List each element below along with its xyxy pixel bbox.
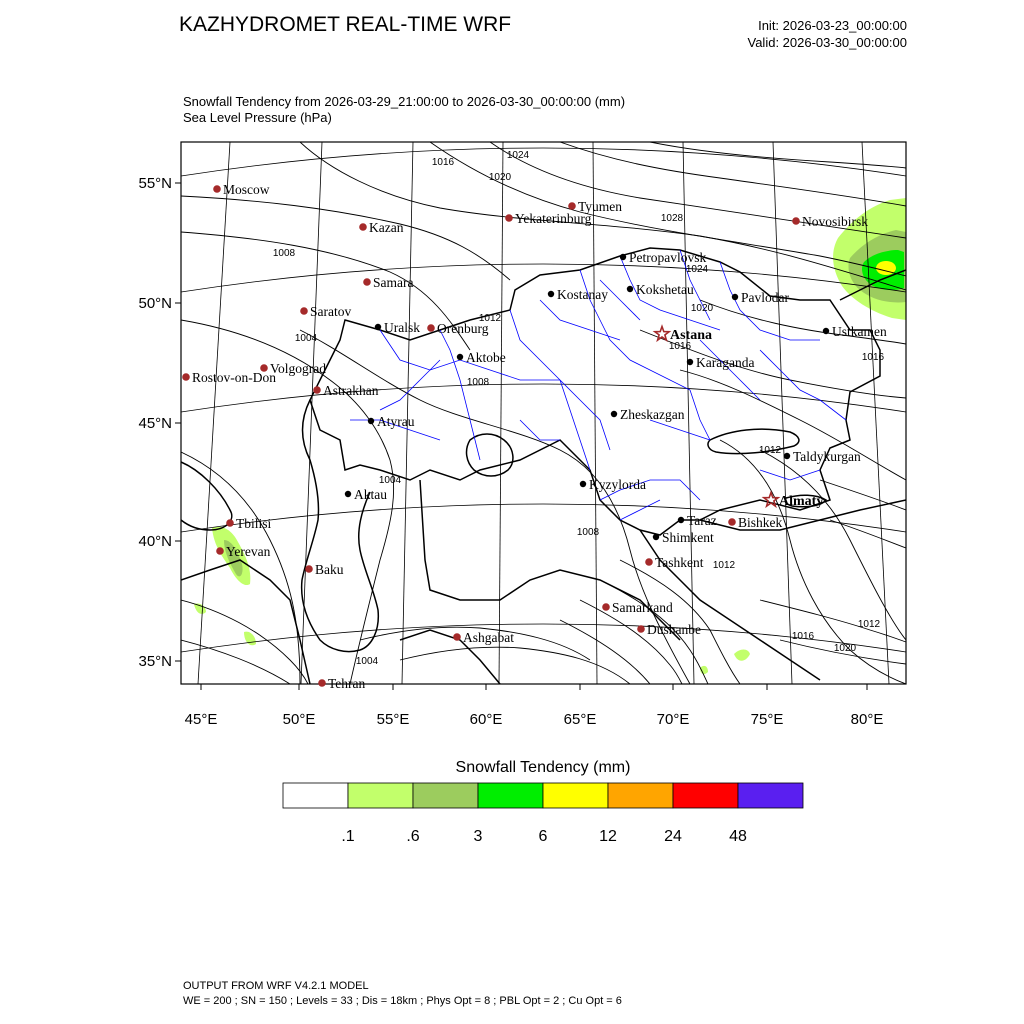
city-label: Zheskazgan bbox=[620, 407, 685, 422]
legend-color-box bbox=[348, 783, 413, 808]
city-zheskazgan bbox=[611, 407, 685, 422]
city-label: Ashgabat bbox=[463, 630, 514, 645]
city-marker-icon bbox=[645, 558, 653, 566]
city-label: Almaty bbox=[779, 494, 824, 509]
pressure-contour-label: 1012 bbox=[857, 619, 881, 630]
pressure-contour-label: 1004 bbox=[294, 333, 318, 344]
city-tashkent bbox=[645, 555, 704, 570]
lon-tick-label: 60°E bbox=[469, 711, 503, 728]
city-marker-icon bbox=[627, 286, 633, 292]
city-astrakhan bbox=[313, 383, 379, 398]
city-label: Kokshetau bbox=[636, 282, 694, 297]
lat-tick-label: 35°N bbox=[138, 653, 172, 670]
legend-title: Snowfall Tendency (mm) bbox=[455, 759, 631, 776]
city-label: Pavlodar bbox=[741, 290, 789, 305]
city-label: Novosibirsk bbox=[802, 214, 869, 229]
lon-tick-label: 65°E bbox=[563, 711, 597, 728]
city-marker-icon bbox=[359, 223, 367, 231]
pressure-contour-label: 1020 bbox=[488, 172, 512, 183]
city-label: Samara bbox=[373, 275, 414, 290]
city-marker-icon bbox=[728, 518, 736, 526]
city-astana bbox=[655, 327, 712, 344]
pressure-contour-label: 1024 bbox=[506, 150, 530, 161]
city-taraz bbox=[678, 513, 717, 528]
city-tehran bbox=[318, 676, 365, 691]
legend-threshold-label: 24 bbox=[664, 828, 682, 845]
lat-tick-label: 45°N bbox=[138, 415, 172, 432]
city-label: Petropavlovsk bbox=[629, 250, 707, 265]
lat-tick-label: 40°N bbox=[138, 533, 172, 550]
pressure-contour-label: 1008 bbox=[576, 527, 600, 538]
city-bishkek bbox=[728, 515, 782, 530]
city-baku bbox=[305, 562, 344, 577]
city-label: Kyzylorda bbox=[589, 477, 646, 492]
city-label: Bishkek bbox=[738, 515, 783, 530]
city-label: Uralsk bbox=[384, 320, 420, 335]
legend-color-box bbox=[738, 783, 803, 808]
pressure-contour-label: 1004 bbox=[355, 656, 379, 667]
city-novosibirsk bbox=[792, 214, 868, 229]
field-description-pressure: Sea Level Pressure (hPa) bbox=[183, 110, 332, 125]
city-marker-icon bbox=[313, 386, 321, 394]
city-marker-icon bbox=[300, 307, 308, 315]
legend-threshold-label: .6 bbox=[406, 828, 420, 845]
city-label: Astana bbox=[670, 328, 713, 343]
legend-color-box bbox=[413, 783, 478, 808]
city-label: Dushanbe bbox=[647, 622, 701, 637]
city-saratov bbox=[300, 304, 351, 319]
pressure-contour-label: 1016 bbox=[791, 631, 815, 642]
pressure-contour-label: 1004 bbox=[378, 475, 402, 486]
city-marker-icon bbox=[792, 217, 800, 225]
city-karaganda bbox=[687, 355, 755, 370]
country-borders bbox=[181, 248, 906, 684]
lat-tick-label: 50°N bbox=[138, 295, 172, 312]
legend-threshold-label: 3 bbox=[473, 828, 483, 845]
pressure-contour-label: 1016 bbox=[431, 157, 455, 168]
footer-config-line: WE = 200 ; SN = 150 ; Levels = 33 ; Dis = 18km ; Phys Opt = 8 ; PBL Opt = 2 ; Cu Opt = 6 bbox=[183, 995, 622, 1007]
city-label: Samarkand bbox=[612, 600, 673, 615]
city-label: Atyrau bbox=[377, 414, 415, 429]
city-rostov-on-don bbox=[182, 370, 276, 385]
city-marker-icon bbox=[213, 185, 221, 193]
city-label: Aktobe bbox=[466, 350, 506, 365]
city-marker-icon bbox=[226, 519, 234, 527]
legend-threshold-label: 48 bbox=[729, 828, 747, 845]
city-label: Rostov-on-Don bbox=[192, 370, 276, 385]
city-samarkand bbox=[602, 600, 673, 615]
lon-tick-label: 45°E bbox=[184, 711, 218, 728]
city-label: Tehran bbox=[328, 676, 366, 691]
pressure-contour-label: 1012 bbox=[478, 313, 502, 324]
snow-patch-west-small bbox=[194, 603, 206, 613]
city-marker-icon bbox=[505, 214, 513, 222]
city-samara bbox=[363, 275, 413, 290]
legend-threshold-label: 6 bbox=[538, 828, 548, 845]
pressure-contour-label: 1012 bbox=[712, 560, 736, 571]
city-ashgabat bbox=[453, 630, 514, 645]
city-almaty bbox=[764, 493, 823, 510]
field-description-snowfall: Snowfall Tendency from 2026-03-29_21:00:00 to 2026-03-30_00:00:00 (mm) bbox=[183, 94, 626, 109]
city-marker-icon bbox=[457, 354, 463, 360]
balkhash-coast bbox=[708, 429, 799, 453]
city-marker-icon bbox=[732, 294, 738, 300]
lon-tick-label: 50°E bbox=[282, 711, 316, 728]
city-marker-icon bbox=[678, 517, 684, 523]
legend-color-box bbox=[283, 783, 348, 808]
black-sea-coast bbox=[181, 462, 232, 530]
pressure-contour-label: 1020 bbox=[833, 643, 857, 654]
city-label: Shimkent bbox=[662, 530, 714, 545]
city-label: Tyumen bbox=[578, 199, 623, 214]
init-time: Init: 2026-03-23_00:00:00 bbox=[758, 18, 907, 33]
city-marker-icon bbox=[548, 291, 554, 297]
city-marker-icon bbox=[363, 278, 371, 286]
city-label: Yerevan bbox=[226, 544, 271, 559]
aral-coast bbox=[467, 434, 513, 476]
city-marker-icon bbox=[823, 328, 829, 334]
city-label: Tbilisi bbox=[236, 516, 272, 531]
main-title: KAZHYDROMET REAL-TIME WRF bbox=[179, 13, 512, 36]
city-kokshetau bbox=[627, 282, 694, 297]
legend-color-box bbox=[608, 783, 673, 808]
pressure-contour-label: 1028 bbox=[660, 213, 684, 224]
city-kazan bbox=[359, 220, 404, 235]
city-pavlodar bbox=[732, 290, 790, 305]
legend-color-box bbox=[543, 783, 608, 808]
pressure-contour-label: 1012 bbox=[758, 445, 782, 456]
city-shimkent bbox=[653, 530, 714, 545]
lon-tick-label: 75°E bbox=[750, 711, 784, 728]
city-marker-icon bbox=[784, 453, 790, 459]
city-marker-icon bbox=[611, 411, 617, 417]
city-label: Yekaterinburg bbox=[515, 211, 592, 226]
legend-colorbar bbox=[283, 783, 803, 845]
legend-threshold-label: 12 bbox=[599, 828, 617, 845]
city-marker-icon bbox=[568, 202, 576, 210]
city-tbilisi bbox=[226, 516, 271, 531]
city-marker-icon bbox=[580, 481, 586, 487]
city-label: Volgograd bbox=[270, 361, 326, 376]
city-label: Baku bbox=[315, 562, 344, 577]
city-label: Aktau bbox=[354, 487, 387, 502]
pressure-contour-label: 1020 bbox=[690, 303, 714, 314]
city-marker-icon bbox=[375, 324, 381, 330]
footer-model-line: OUTPUT FROM WRF V4.2.1 MODEL bbox=[183, 980, 369, 992]
city-aktobe bbox=[457, 350, 506, 365]
city-marker-icon bbox=[653, 534, 659, 540]
city-marker-icon bbox=[602, 603, 610, 611]
city-petropavlovsk bbox=[620, 250, 707, 265]
city-moscow bbox=[213, 182, 270, 197]
city-marker-icon bbox=[687, 359, 693, 365]
legend-color-box bbox=[478, 783, 543, 808]
city-marker-icon bbox=[427, 324, 435, 332]
city-marker-icon bbox=[368, 418, 374, 424]
city-label: Orenburg bbox=[437, 321, 489, 336]
city-label: Saratov bbox=[310, 304, 352, 319]
city-orenburg bbox=[427, 321, 489, 336]
pressure-contour-label: 1008 bbox=[272, 248, 296, 259]
city-label: Karaganda bbox=[696, 355, 755, 370]
city-label: Tashkent bbox=[655, 555, 704, 570]
city-marker-icon bbox=[182, 373, 190, 381]
city-label: Astrakhan bbox=[323, 383, 379, 398]
city-label: Taraz bbox=[687, 513, 717, 528]
city-marker-icon bbox=[305, 565, 313, 573]
city-ustkamen bbox=[823, 324, 887, 339]
city-marker-icon bbox=[345, 491, 351, 497]
city-label: Kazan bbox=[369, 220, 404, 235]
city-label: Moscow bbox=[223, 182, 270, 197]
lon-tick-label: 70°E bbox=[656, 711, 690, 728]
city-label: Kostanay bbox=[557, 287, 608, 302]
city-dushanbe bbox=[637, 622, 701, 637]
legend-threshold-label: .1 bbox=[341, 828, 355, 845]
snowfall-shading bbox=[194, 198, 906, 674]
pressure-contour-label: 1016 bbox=[668, 341, 692, 352]
pressure-contour-label: 1016 bbox=[861, 352, 885, 363]
city-marker-icon bbox=[216, 547, 224, 555]
city-marker-icon bbox=[453, 633, 461, 641]
city-marker-icon bbox=[637, 625, 645, 633]
city-marker-icon bbox=[620, 254, 626, 260]
city-aktau bbox=[345, 487, 387, 502]
valid-time: Valid: 2026-03-30_00:00:00 bbox=[747, 35, 907, 50]
city-marker-icon bbox=[318, 679, 326, 687]
city-taldykurgan bbox=[784, 449, 861, 464]
city-kostanay bbox=[548, 287, 608, 302]
city-label: Ustkamen bbox=[832, 324, 887, 339]
snow-patch-pamir-small bbox=[734, 650, 750, 661]
city-kyzylorda bbox=[580, 477, 646, 492]
city-label: Taldykurgan bbox=[793, 449, 861, 464]
legend-color-box bbox=[673, 783, 738, 808]
pressure-contour-label: 1024 bbox=[685, 264, 709, 275]
pressure-contour-label: 1008 bbox=[466, 377, 490, 388]
lat-tick-label: 55°N bbox=[138, 175, 172, 192]
lon-tick-label: 80°E bbox=[850, 711, 884, 728]
lon-tick-label: 55°E bbox=[376, 711, 410, 728]
capital-star-icon bbox=[655, 327, 669, 341]
